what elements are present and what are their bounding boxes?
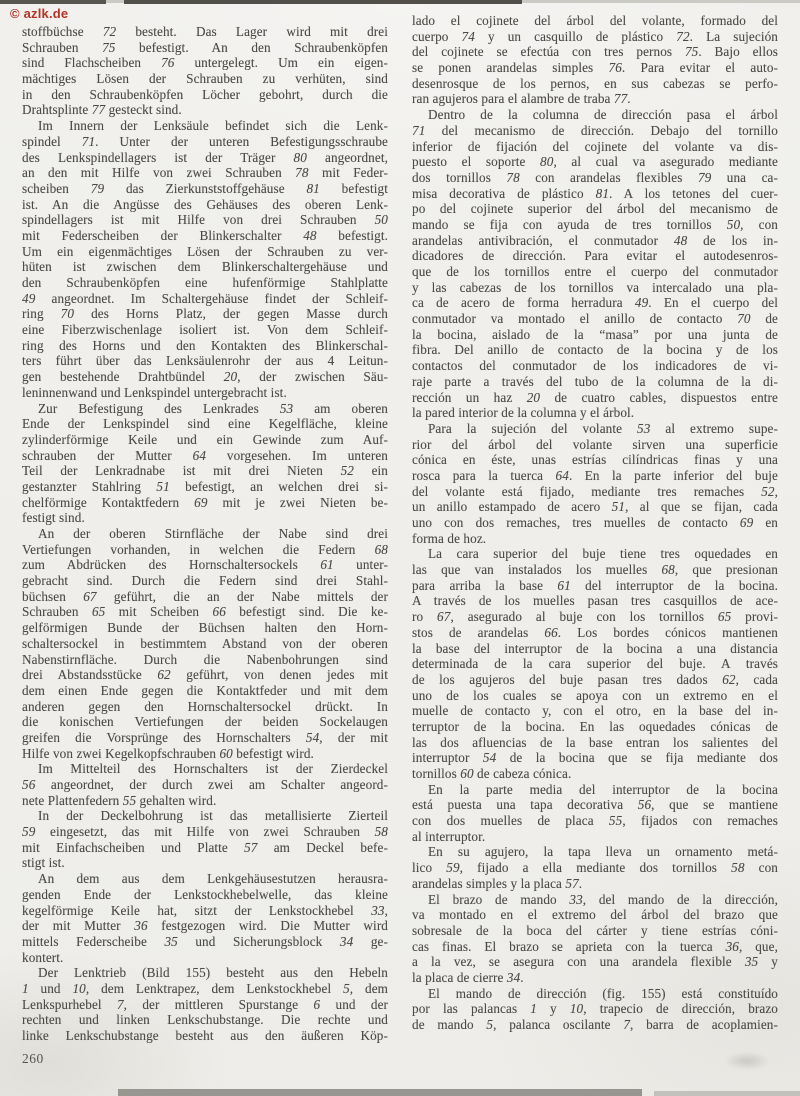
text-line: por las palancas 1 y 10, trapecio de dirección, brazo xyxy=(412,1001,778,1017)
text-line: para arriba la base 61 del interruptor de la bocina. xyxy=(412,577,779,593)
text-line: po del cojinete superior del árbol del mecanismo de xyxy=(412,201,778,217)
text-line: ist. An die Angüsse des Gehäuses des oberen Lenk- xyxy=(22,196,388,212)
text-line: que de los tornillos entre el cuerpo del conmutador xyxy=(412,264,778,279)
text-line: puesto el soporte 80, al cual va asegurado mediante xyxy=(412,154,778,170)
text-line: leninnenwand und Lenkspindel untergebracht ist. xyxy=(22,384,287,400)
text-line: arandelas antivibración, el conmutador 48 de los in- xyxy=(412,232,778,248)
text-line: desenrosque de los pernos, en sus cabezas se perfo- xyxy=(412,75,778,91)
text-line: gestanzter Stahlring 51 befestigt, an welchen drei si- xyxy=(22,478,388,494)
text-line: la pared interior de la columna y el árbol. xyxy=(412,405,635,421)
scan-edge-artifact-top-dark xyxy=(0,0,106,4)
text-line: 49 angeordnet. Im Schaltergehäuse findet der Schleif- xyxy=(22,290,388,306)
text-line: An der oberen Stirnfläche der Nabe sind drei xyxy=(38,526,388,541)
text-line: gelförmigen Bunde der Büchsen halten den Horn- xyxy=(22,620,388,636)
text-line: spindellagers ist mit Hilfe von drei Schrauben 50 xyxy=(22,212,388,228)
text-line: festigt sind. xyxy=(22,510,85,526)
text-line: El brazo de mando 33, del mando de la dirección, xyxy=(428,891,778,907)
text-line: las que van instalados los muelles 68, que presionan xyxy=(412,562,778,578)
text-line: del cojinete se efectúa con tres pernos 75. Bajo ellos xyxy=(412,44,779,60)
text-line: Zur Befestigung des Lenkrades 53 am oberen xyxy=(38,400,388,416)
text-line: mando se fija con ayuda de tres tornillos 50, con xyxy=(412,216,778,232)
text-line: un anillo estampado de acero 51, al que se fijan, cada xyxy=(412,499,778,515)
text-line: dos tornillos 78 con arandelas flexibles 79 una ca- xyxy=(412,169,778,185)
text-line: contactos del conmutador de los indicadores de vi- xyxy=(412,358,778,374)
text-line: rior del árbol del volante sirven una superficie xyxy=(412,436,778,452)
text-line: arandelas simples y la placa 57. xyxy=(412,875,583,891)
text-line: Um ein eigenmächtiges Lösen der Schrauben zu ver- xyxy=(22,243,388,259)
text-line: dicadores de dirección. Para evitar el autodesenros- xyxy=(412,248,778,264)
text-line: nete Plattenfedern 55 gehalten wird. xyxy=(22,792,217,808)
text-line: 56 angeordnet, der durch zwei am Schalter angeord- xyxy=(22,777,388,792)
text-line: ring 70 des Horns Platz, der gegen Masse durch xyxy=(22,306,388,322)
watermark: © azlk.de xyxy=(10,6,69,21)
text-line: Drahtsplinte 77 gesteckt sind. xyxy=(22,102,182,118)
scan-edge-artifact-bottom xyxy=(118,1089,642,1096)
text-line: Im Mittelteil des Hornschalters ist der Zierdeckel xyxy=(38,761,388,777)
text-line: y las cabezas de los tornillos va intercalado una pla- xyxy=(412,279,778,295)
text-line: 71 del mecanismo de dirección. Debajo del tornillo xyxy=(412,122,778,138)
text-line: Schrauben 75 befestigt. An den Schraubenköpfen xyxy=(22,39,388,55)
text-line: hüten ist zwischen dem Blinkerschaltergehäuse und xyxy=(22,259,388,275)
text-line: Vertiefungen vorhanden, in welchen die Federn 68 xyxy=(22,541,388,557)
text-line: uno de los cuales se apoya con un extremo en el xyxy=(412,687,778,703)
text-line: büchsen 67 geführt, die an der Nabe mittels der xyxy=(22,588,388,604)
text-line: Teil der Lenkradnabe ist mit drei Nieten 52 ein xyxy=(22,463,389,479)
text-line: stoffbüchse 72 besteht. Das Lager wird mit drei xyxy=(22,24,388,39)
text-line: la placa de cierre 34. xyxy=(412,969,524,985)
text-line: dem einen Ende gegen die Kontaktfeder und mit dem xyxy=(22,682,388,698)
text-line: En la parte media del interruptor de la bocina xyxy=(428,781,778,797)
text-line: zylinderförmige Keile und ein Gewinde zum Auf- xyxy=(22,431,388,447)
text-line: forma de hoz. xyxy=(412,530,487,546)
text-line: ran agujeros para el alambre de traba 77. xyxy=(412,91,631,107)
text-line: drei Abstandsstücke 62 geführt, von denen jedes mit xyxy=(22,667,388,683)
text-line: Im Innern der Lenksäule befindet sich die Lenk- xyxy=(38,118,388,134)
text-line: La cara superior del buje tiene tres oquedades en xyxy=(428,546,778,562)
text-line: las dos afluencias de la base entran los salientes del xyxy=(412,734,778,750)
text-line: Schrauben 65 mit Scheiben 66 befestigt sind. Die ke- xyxy=(22,604,388,620)
text-line: mittels Federscheibe 35 und Sicherungsblock 34 ge- xyxy=(22,933,388,949)
text-line: ca de acero de forma herradura 49. En el cuerpo del xyxy=(412,295,778,311)
text-line: 1 und 10, dem Lenktrapez, dem Lenkstockhebel 5, dem xyxy=(22,980,389,996)
text-line: anderen gegen den Hornschaltersockel drückt. In xyxy=(22,698,388,714)
text-line: zum Abdrücken des Hornschaltersockels 61 unter- xyxy=(22,557,388,573)
text-line: inferior de fijación del cojinete del volante va dis- xyxy=(412,138,778,154)
text-line: raje parte a través del tubo de la columna de la di- xyxy=(412,373,778,389)
text-line: determinada de la cara superior del buje. A través xyxy=(412,656,778,672)
pencil-smudge xyxy=(724,1052,770,1070)
text-line: eine Fiberzwischenlage isoliert ist. Von dem Schleif- xyxy=(22,322,388,338)
text-line: ters führt über das Lenksäulenrohr der aus 4 Leitun- xyxy=(22,353,388,369)
text-line: conmutador va montado el anillo de contacto 70 de xyxy=(412,311,778,327)
text-line: tornillos 60 de cabeza cónica. xyxy=(412,766,572,781)
text-line: Ende der Lenkspindel sind eine Kegelfläche, kleine xyxy=(22,416,388,432)
text-line: mächtiges Lösen der Schrauben zu verhüten, sind xyxy=(22,71,388,87)
text-line: mit Einfachscheiben und Platte 57 am Deckel befe- xyxy=(22,839,388,855)
text-line: Para la sujeción del volante 53 al extremo supe- xyxy=(428,420,778,436)
text-line: der mit Mutter 36 festgezogen wird. Die Mutter wird xyxy=(22,918,388,934)
text-line: se ponen arandelas simples 76. Para evitar el auto- xyxy=(412,60,779,76)
text-line: stos de arandelas 66. Los bordes cónicos mantienen xyxy=(412,624,778,640)
text-line: con dos muelles de placa 55, fijados con remaches xyxy=(412,813,778,829)
text-line: an den mit Hilfe von zwei Schrauben 78 mit Feder- xyxy=(22,165,388,181)
text-line: cónica en éste, unas estrías cilíndricas finas y una xyxy=(412,452,778,468)
text-line: Dentro de la columna de dirección pasa el árbol xyxy=(428,107,778,123)
text-line: a la vez, se asegura con una arandela flexible 35 y xyxy=(412,954,778,970)
text-line: misa decorativa de plástico 81. A los tetones del cuer- xyxy=(412,185,778,201)
text-line: genden Ende der Lenkstockhebelwelle, das kleine xyxy=(22,886,388,902)
text-line: linke Lenkschubstange besteht aus den äußeren Köp- xyxy=(22,1028,388,1043)
text-line: lico 59, fijado a ella mediante dos tornillos 58 con xyxy=(412,860,778,876)
text-line: muelle de contacto y, con el otro, en la base del in- xyxy=(412,703,778,719)
text-line: schrauben der Mutter 64 vorgesehen. Im unteren xyxy=(22,447,388,463)
text-line: cuerpo 74 y un casquillo de plástico 72. La sujeción xyxy=(412,28,778,44)
text-column-spanish xyxy=(412,13,778,1033)
text-line: schaltersockel in bestimmtem Abstand von der oberen xyxy=(22,635,388,651)
text-column-german xyxy=(22,24,388,1044)
text-line: la base del interruptor de la bocina a una distancia xyxy=(412,640,778,656)
text-line: rechten und linken Lenkschubstange. Die rechte und xyxy=(22,1012,388,1028)
text-line: lado el cojinete del árbol del volante, formado del xyxy=(412,13,778,28)
text-line: cas finas. El brazo se aprieta con la tuerca 36, que, xyxy=(412,938,778,954)
text-line: den Schraubenköpfen eine hufenförmige Stahlplatte xyxy=(22,275,388,290)
text-line: del volante está fijado, mediante tres remaches 52, xyxy=(412,483,778,499)
text-line: sind Flachscheiben 76 untergelegt. Um ein eigen- xyxy=(22,55,388,71)
text-line: rección un haz 20 de cuatro cables, dispuestos entre xyxy=(412,389,779,405)
text-line: stigt ist. xyxy=(22,855,65,871)
text-line: rosca para la tuerca 64. En la parte inferior del buje xyxy=(412,467,779,483)
text-line: Hilfe von zwei Kegelkopfschrauben 60 befestigt wird. xyxy=(22,745,314,761)
text-line: En su agujero, la tapa lleva un ornamento metá- xyxy=(428,844,778,860)
text-line: Nabenstirnfläche. Durch die Nabenbohrungen sind xyxy=(22,651,388,667)
text-line: kontert. xyxy=(22,949,64,965)
text-line: gebracht sind. Durch die Federn sind drei Stahl- xyxy=(22,573,388,589)
text-line: terruptor de la bocina. En las oquedades cónicas de xyxy=(412,718,778,734)
text-line: In der Deckelbohrung ist das metallisierte Zierteil xyxy=(38,808,388,824)
text-line: 59 eingesetzt, das mit Hilfe von zwei Schrauben 58 xyxy=(22,824,388,840)
text-line: spindel 71. Unter der unteren Befestigungsschraube xyxy=(22,133,388,149)
text-line: gen bestehende Drahtbündel 20, der zwischen Säu- xyxy=(22,369,389,385)
text-line: scheiben 79 das Zierkunststoffgehäuse 81 befestigt xyxy=(22,180,388,196)
text-line: de los agujeros del buje pasan tres dados 62, cada xyxy=(412,671,778,687)
text-line: fibra. Del anillo de contacto de la bocina y de los xyxy=(412,342,778,358)
text-line: kegelförmige Keile hat, sitzt der Lenkstockhebel 33, xyxy=(22,902,388,918)
text-line: A través de los muelles pasan tres casquillos de ace- xyxy=(412,593,778,609)
text-line: uno con dos remaches, tres muelles de contacto 69 en xyxy=(412,515,779,530)
text-line: interruptor 54 de la bocina que se fija mediante dos xyxy=(412,750,778,766)
page-number: 260 xyxy=(22,1051,44,1066)
text-line: va montado en el extremo del árbol del brazo que xyxy=(412,907,778,923)
text-line: in den Schraubenköpfen Löcher gebohrt, durch die xyxy=(22,86,388,102)
text-line: de mando 5, palanca oscilante 7, barra de acoplamien- xyxy=(412,1017,778,1032)
text-line: ro 67, asegurado al buje con los tornillos 65 provi- xyxy=(412,609,778,625)
text-line: Der Lenktrieb (Bild 155) besteht aus den Hebeln xyxy=(38,965,388,981)
text-line: está puesta una tapa decorativa 56, que se mantiene xyxy=(412,797,779,813)
text-line: la bocina, aislado de la “masa” por una junta de xyxy=(412,326,778,342)
text-line: chelförmige Kontaktfedern 69 mit je zwei Nieten be- xyxy=(22,494,388,510)
scan-edge-artifact-bottom-light xyxy=(654,1091,800,1096)
text-line: sobresale de la boca del cárter y tiene estrías cóni- xyxy=(412,922,778,938)
text-line: El mando de dirección (fig. 155) está constituído xyxy=(428,985,778,1001)
scan-edge-artifact-top-dark xyxy=(124,0,522,4)
text-line: des Lenkspindellagers ist der Träger 80 angeordnet, xyxy=(22,149,388,165)
text-line: An dem aus dem Lenkgehäusestutzen herausra- xyxy=(38,871,388,887)
text-line: greifen die Vorsprünge des Hornschalters 54, der mit xyxy=(22,729,388,745)
text-line: ring des Horns und den Kontakten des Blinkerschal- xyxy=(22,337,388,353)
text-line: die konischen Vertiefungen der beiden Sockelaugen xyxy=(22,714,388,730)
text-line: Lenkspurhebel 7, der mittleren Spurstange 6 und der xyxy=(22,996,389,1012)
text-line: mit Federscheiben der Blinkerschalter 48 befestigt. xyxy=(22,227,388,243)
text-line: al interruptor. xyxy=(412,828,486,844)
